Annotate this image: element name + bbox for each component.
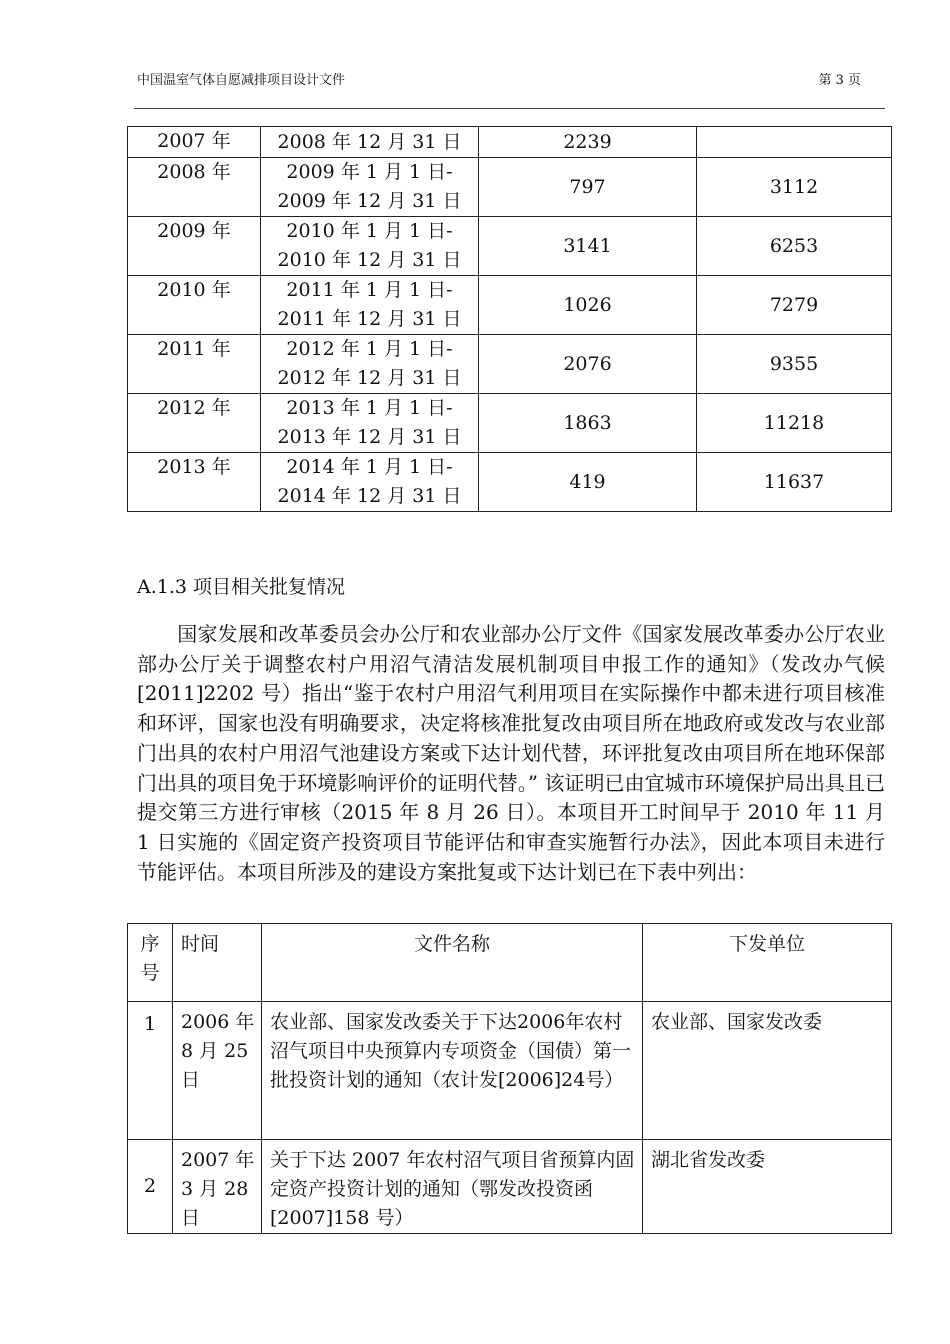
cumulative-cell bbox=[697, 127, 892, 158]
year-cell: 2010 年 bbox=[128, 276, 261, 335]
period-line: 2009 年 12 月 31 日 bbox=[277, 190, 462, 212]
page-header bbox=[137, 69, 861, 89]
table-row bbox=[128, 158, 892, 217]
section-heading: A.1.3 项目相关批复情况 bbox=[137, 576, 346, 598]
file-name-cell: 关于下达 2007 年农村沼气项目省预算内固定资产投资计划的通知（鄂发改投资函[2007]158 号） bbox=[262, 1140, 643, 1234]
value-cell: 3141 bbox=[479, 217, 697, 276]
row-number: 2 bbox=[128, 1140, 173, 1234]
section-paragraph bbox=[137, 620, 885, 887]
time-cell: 2007 年 3 月 28 日 bbox=[173, 1140, 262, 1234]
approval-table bbox=[127, 923, 892, 1234]
file-name-cell: 农业部、国家发改委关于下达2006年农村沼气项目中央预算内专项资金（国债）第一批投资计划的通知（农计发[2006]24号） bbox=[262, 1002, 643, 1140]
period-line: 2009 年 1 月 1 日- bbox=[286, 161, 453, 183]
table-row bbox=[128, 335, 892, 394]
value-cell: 1863 bbox=[479, 394, 697, 453]
cumulative-cell: 6253 bbox=[697, 217, 892, 276]
document-title: 中国温室气体自愿减排项目设计文件 bbox=[137, 73, 346, 88]
period-line: 2010 年 1 月 1 日- bbox=[286, 220, 453, 242]
period-line: 2012 年 1 月 1 日- bbox=[286, 338, 453, 360]
year-cell: 2011 年 bbox=[128, 335, 261, 394]
period-cell bbox=[261, 127, 479, 158]
header-no-text: 序号 bbox=[140, 933, 160, 984]
paragraph-text: 国家发展和改革委员会办公厅和农业部办公厅文件《国家发展改革委办公厅农业部办公厅关于调整农村户用沼气清洁发展机制项目申报工作的通知》（发改办气候[2011]2202 号）指出“鉴于农村户用沼气利用项目在实际操作中都未进行项目核准和环评，国家也没有明确要求，决定将核准批复改由项目所在地政府或发改与农业部门出具的农村户用沼气池建设方案或下达计划代替，环评批复改由项目所在地环保部门出具的项目免于环境影响评价的证明代替。” 该证明已由宜城市环境保护局出具且已提交第三方进行审核（2015 年 8 月 26 日）。本项目开工时间早于 2010 年 11 月 1 日实施的《固定资产投资项目节能评估和审查实施暂行办法》，因此本项目未进行节能评估。本项目所涉及的建设方案批复或下达计划已在下表中列出： bbox=[137, 622, 885, 884]
period-cell bbox=[261, 394, 479, 453]
year-cell: 2009 年 bbox=[128, 217, 261, 276]
header-no bbox=[128, 924, 173, 1002]
cumulative-cell: 9355 bbox=[697, 335, 892, 394]
period-line: 2014 年 12 月 31 日 bbox=[277, 485, 462, 507]
year-cell: 2012 年 bbox=[128, 394, 261, 453]
period-line: 2013 年 1 月 1 日- bbox=[286, 397, 453, 419]
period-cell bbox=[261, 276, 479, 335]
period-line: 2011 年 12 月 31 日 bbox=[277, 308, 462, 330]
header-file: 文件名称 bbox=[262, 924, 643, 1002]
period-line: 2008 年 12 月 31 日 bbox=[277, 130, 462, 153]
table-row bbox=[128, 276, 892, 335]
period-cell bbox=[261, 217, 479, 276]
period-cell bbox=[261, 453, 479, 512]
value-cell: 797 bbox=[479, 158, 697, 217]
cumulative-cell: 7279 bbox=[697, 276, 892, 335]
value-cell: 2076 bbox=[479, 335, 697, 394]
year-cell: 2007 年 bbox=[128, 127, 261, 158]
cumulative-cell: 3112 bbox=[697, 158, 892, 217]
year-cell: 2008 年 bbox=[128, 158, 261, 217]
issuer-cell: 湖北省发改委 bbox=[643, 1140, 892, 1234]
issuer-cell: 农业部、国家发改委 bbox=[643, 1002, 892, 1140]
table-row bbox=[128, 1002, 892, 1140]
table-row bbox=[128, 394, 892, 453]
header-issuer: 下发单位 bbox=[643, 924, 892, 1002]
time-cell: 2006 年 8 月 25 日 bbox=[173, 1002, 262, 1140]
value-cell: 419 bbox=[479, 453, 697, 512]
value-cell: 2239 bbox=[479, 127, 697, 158]
cumulative-cell: 11637 bbox=[697, 453, 892, 512]
period-line: 2011 年 1 月 1 日- bbox=[286, 279, 453, 301]
period-line: 2013 年 12 月 31 日 bbox=[277, 426, 462, 448]
year-cell: 2013 年 bbox=[128, 453, 261, 512]
period-line: 2010 年 12 月 31 日 bbox=[277, 249, 462, 271]
period-line: 2014 年 1 月 1 日- bbox=[286, 456, 453, 478]
row-number: 1 bbox=[128, 1002, 173, 1140]
table-row bbox=[128, 453, 892, 512]
value-cell: 1026 bbox=[479, 276, 697, 335]
period-line: 2012 年 12 月 31 日 bbox=[277, 367, 462, 389]
period-cell bbox=[261, 158, 479, 217]
cumulative-cell: 11218 bbox=[697, 394, 892, 453]
table-row bbox=[128, 217, 892, 276]
period-cell bbox=[261, 335, 479, 394]
emission-reduction-table bbox=[127, 126, 892, 512]
page-number: 第 3 页 bbox=[818, 73, 861, 88]
table-row bbox=[128, 127, 892, 158]
table-row bbox=[128, 1140, 892, 1234]
table-header-row bbox=[128, 924, 892, 1002]
header-time: 时间 bbox=[173, 924, 262, 1002]
header-divider bbox=[134, 108, 885, 109]
